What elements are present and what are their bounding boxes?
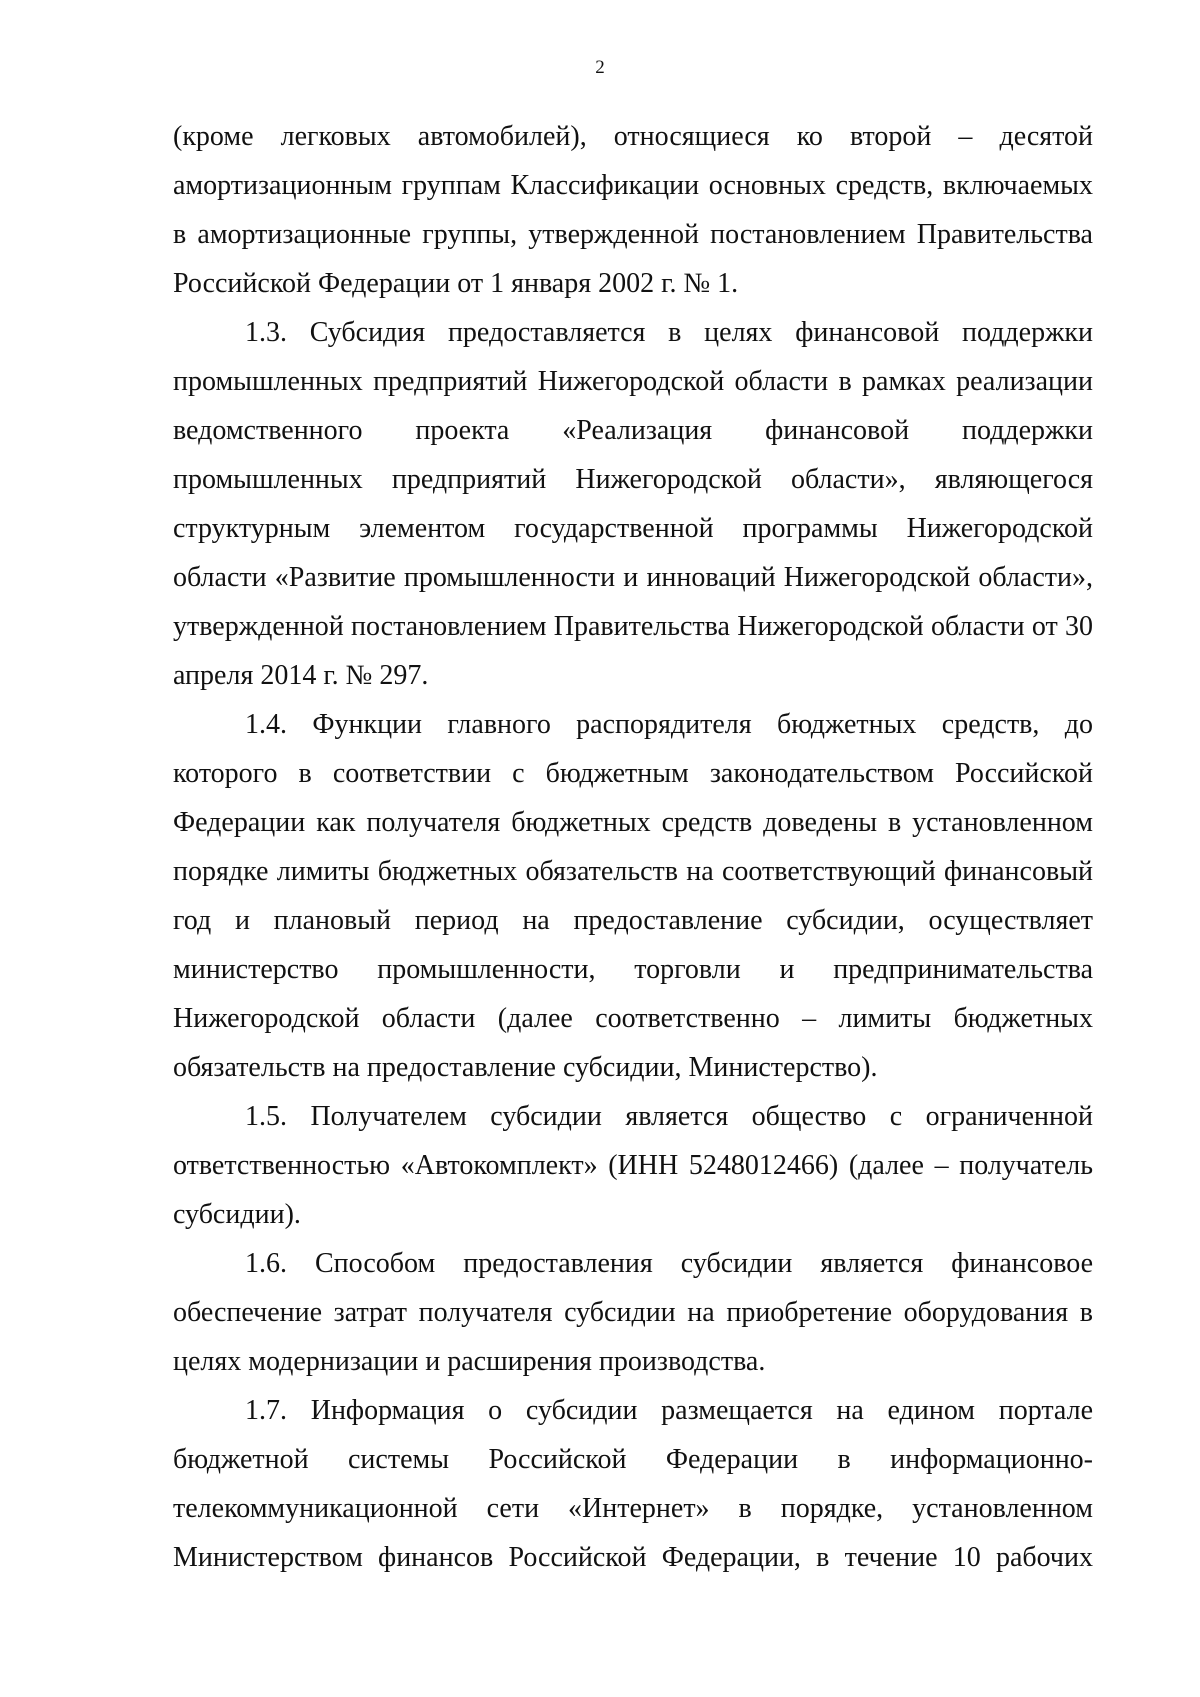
paragraph-1-6: 1.6. Способом предоставления субсидии является финансовое обеспечение затрат получателя субсидии на приобретение оборудования в целях модернизации и расширения производства. <box>173 1248 1093 1377</box>
document-body <box>173 112 1093 1582</box>
paragraph-1-4: 1.4. Функции главного распорядителя бюджетных средств, до которого в соответствии с бюджетным законодательством Российской Федерации как получателя бюджетных средств доведены в установленном порядке лимиты бюджетных обязательств на соответствующий финансовый год и плановый период на предоставление субсидии, осуществляет министерство промышленности, торговли и предпринимательства Нижегородской области (далее соответственно – лимиты бюджетных обязательств на предоставление субсидии, Министерство). <box>173 709 1093 1083</box>
page-number: 2 <box>595 57 605 78</box>
paragraph-1-7: 1.7. Информация о субсидии размещается на едином портале бюджетной системы Российской Федерации в информационно-телекоммуникационной сети «Интернет» в порядке, установленном Министерством финансов Российской Федерации, в течение 10 рабочих <box>173 1395 1093 1573</box>
paragraph-continuation: (кроме легковых автомобилей), относящиеся ко второй – десятой амортизационным группам Классификации основных средств, включаемых в амортизационные группы, утвержденной постановлением Правительства Российской Федерации от 1 января 2002 г. № 1. <box>173 121 1093 299</box>
paragraph-1-3: 1.3. Субсидия предоставляется в целях финансовой поддержки промышленных предприятий Нижегородской области в рамках реализации ведомственного проекта «Реализация финансовой поддержки промышленных предприятий Нижегородской области», являющегося структурным элементом государственной программы Нижегородской области «Развитие промышленности и инноваций Нижегородской области», утвержденной постановлением Правительства Нижегородской области от 30 апреля 2014 г. № 297. <box>173 317 1093 691</box>
paragraph-1-5: 1.5. Получателем субсидии является общество с ограниченной ответственностью «Автокомплект» (ИНН 5248012466) (далее – получатель субсидии). <box>173 1101 1093 1230</box>
